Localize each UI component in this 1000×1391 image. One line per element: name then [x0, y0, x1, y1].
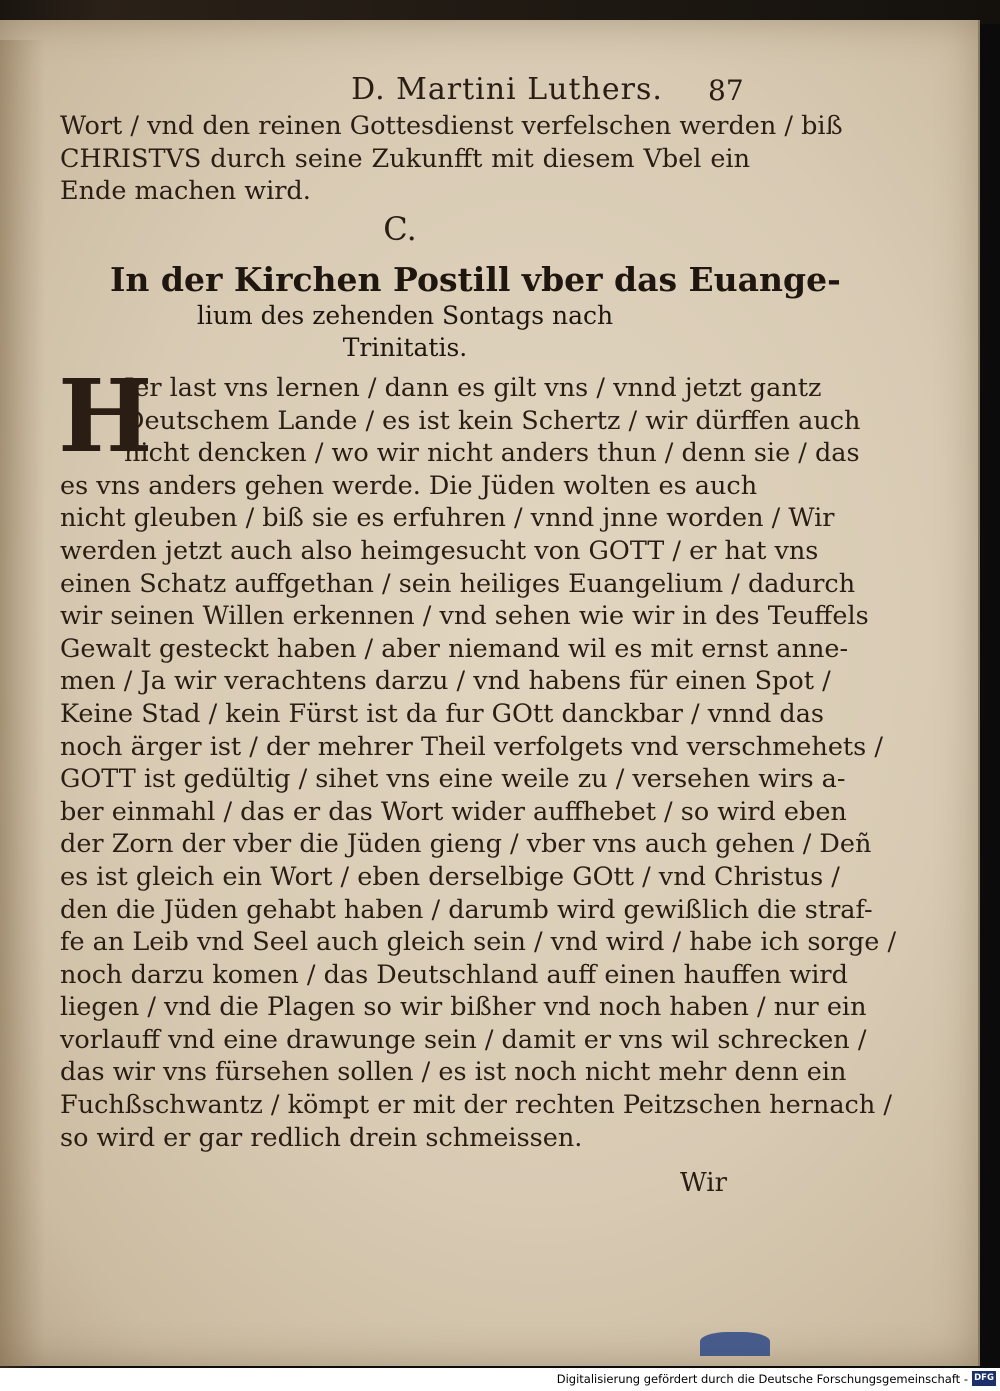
text-line: so wird er gar redlich drein schmeissen.	[60, 1122, 583, 1153]
text-line: Keine Stad / kein Fürst ist da fur GOtt danckbar / vnnd das	[60, 698, 825, 729]
footer-credit: Digitalisierung gefördert durch die Deutsche Forschungsgemeinschaft -	[556, 1372, 968, 1386]
text-line: Deutschem Lande / es ist kein Schertz / wir dürffen auch	[124, 405, 861, 436]
dfg-logo: DFG	[972, 1371, 996, 1386]
text-line: es ist gleich ein Wort / eben derselbige GOtt / vnd Christus /	[60, 861, 840, 892]
text-line: Ende machen wird.	[60, 176, 311, 207]
text-line: wir seinen Willen erkennen / vnd sehen wie wir in des Teuffels	[60, 601, 869, 632]
text-line: der Zorn der vber die Jüden gieng / vber vns auch gehen / Deñ	[60, 829, 872, 860]
text-line: Fuchßschwantz / kömpt er mit der rechten Peitzschen hernach /	[60, 1090, 892, 1121]
main-paragraph	[60, 372, 897, 1154]
text-line: CHRISTVS durch seine Zukunfft mit diesem Vbel ein	[60, 143, 750, 174]
heading-line: In der Kirchen Postill vber das Euange-	[110, 260, 841, 299]
text-line: ber einmahl / das er das Wort wider auffhebet / so wird eben	[60, 796, 847, 827]
text-line: das wir vns fürsehen sollen / es ist noch nicht mehr denn ein	[60, 1057, 847, 1088]
text-line: vorlauff vnd eine drawunge sein / damit er vns wil schrecken /	[60, 1024, 867, 1055]
text-line: men / Ja wir verachtens darzu / vnd habens für einen Spot /	[60, 666, 831, 697]
text-line: fe an Leib vnd Seel auch gleich sein / vnd wird / habe ich sorge /	[60, 927, 897, 958]
text-line: es vns anders gehen werde. Die Jüden wolten es auch	[60, 470, 758, 501]
heading-line: lium des zehenden Sontags nach	[196, 301, 614, 330]
drop-cap-letter: H	[58, 357, 153, 475]
text-line: Gewalt gesteckt haben / aber niemand wil es mit ernst anne-	[60, 633, 849, 664]
text-line: werden jetzt auch also heimgesucht von GOTT / er hat vns	[60, 535, 819, 566]
text-line: GOTT ist gedültig / sihet vns eine weile zu / versehen wirs a-	[60, 764, 846, 795]
text-line: einen Schatz auffgethan / sein heiliges Euangelium / dadurch	[60, 568, 856, 599]
text-line: den die Jüden gehabt haben / darumb wird gewißlich die straf-	[60, 894, 873, 925]
section-heading	[110, 260, 841, 364]
blue-clip-mark	[700, 1332, 770, 1356]
text-line: noch darzu komen / das Deutschland auff einen hauffen wird	[60, 959, 848, 990]
heading-line: Trinitatis.	[342, 333, 468, 362]
text-line: Wort / vnd den reinen Gottesdienst verfelschen werden / biß	[60, 111, 843, 141]
running-head-title: D. Martini Luthers.	[351, 72, 663, 107]
text-line: nicht dencken / wo wir nicht anders thun / denn sie / das	[124, 438, 860, 469]
page-number: 87	[708, 74, 744, 107]
running-head	[0, 72, 978, 107]
text-line: Jer last vns lernen / dann es gilt vns / vnnd jetzt gantz	[124, 373, 822, 403]
text-line: noch ärger ist / der mehrer Theil verfolgets vnd verschmehets /	[60, 731, 883, 762]
preceding-paragraph	[60, 110, 843, 208]
section-mark: C.	[383, 210, 417, 248]
book-page	[0, 20, 980, 1366]
catchword: Wir	[680, 1168, 728, 1198]
text-line: liegen / vnd die Plagen so wir bißher vnd noch haben / nur ein	[60, 992, 867, 1023]
text-line: nicht gleuben / biß sie es erfuhren / vnnd jnne worden / Wir	[60, 503, 835, 534]
